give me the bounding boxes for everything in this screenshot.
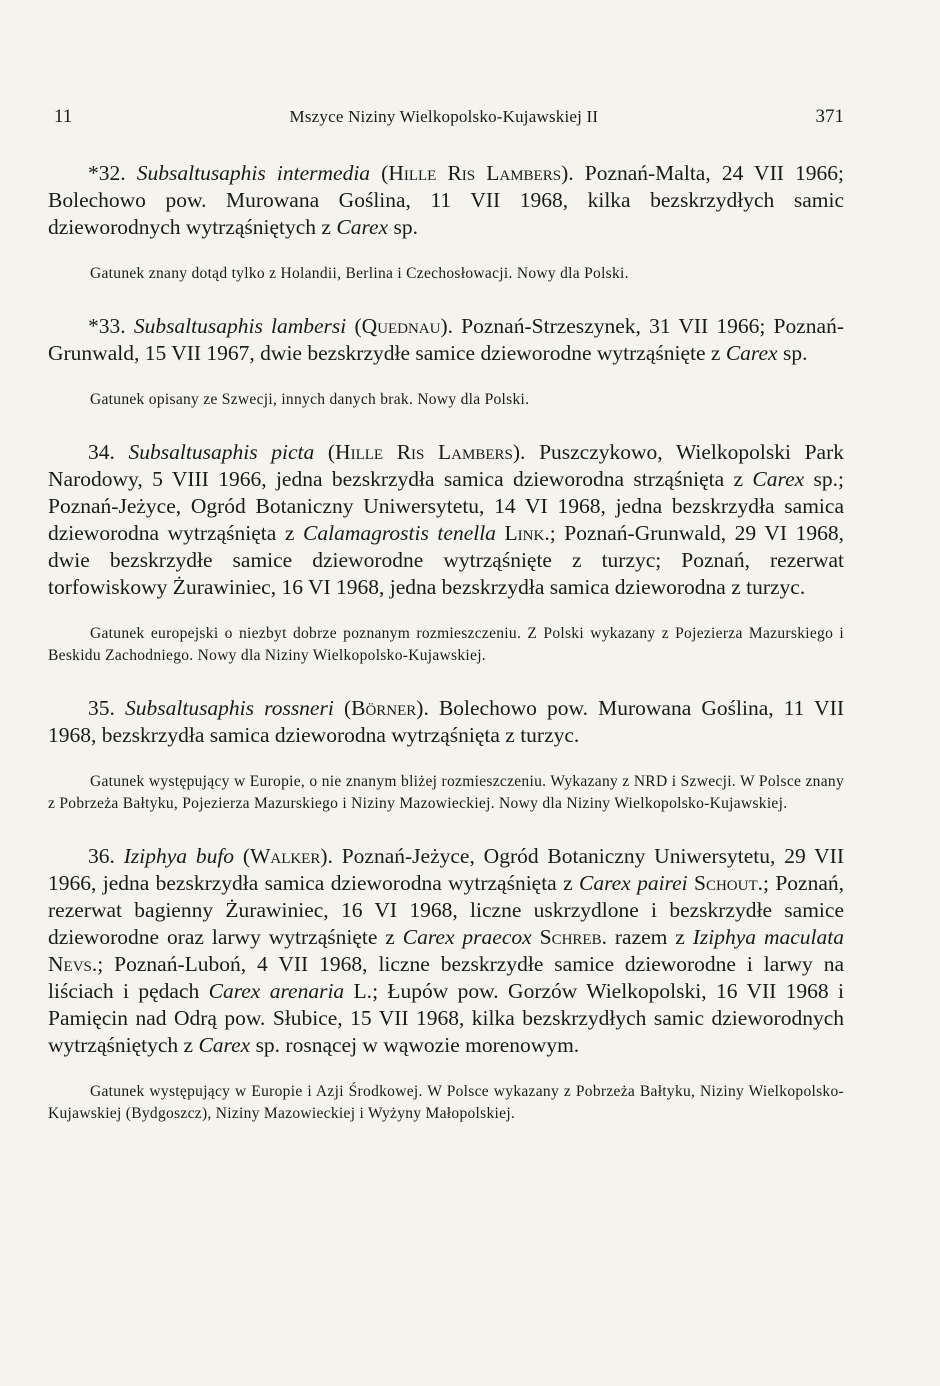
species-name: Iziphya bufo [123,844,235,868]
host-plant: Carex pairei [578,871,688,895]
host-plant: Calamagrostis tenella [303,521,496,545]
plant-author: L. [353,979,373,1003]
plant-author: Schout. [694,871,763,895]
host-plant: Carex [198,1033,251,1057]
page-header [48,106,844,128]
species-name: Subsaltusaphis picta [128,440,315,464]
species-name: Subsaltusaphis intermedia [136,161,371,185]
species-author: Hille Ris Lambers [335,440,513,464]
species-author: Hille Ris Lambers [388,161,562,185]
species-name: Subsaltusaphis rossneri [125,696,334,720]
species-entry-32: *32. Subsaltusaphis intermedia (Hille Ris Lambers). Poznań-Malta, 24 VII 1966; Bolechowo pow. Murowana Goślina, 11 VII 1968, kilka bezskrzydłych samic dzieworodnych wytrząśniętych z Carex sp. [48,161,844,239]
species-author: Quednau [361,314,441,338]
species-note-35: Gatunek występujący w Europie, o nie znanym bliżej rozmieszczeniu. Wykazany z NRD i Szwecji. W Polsce znany z Pobrzeża Bałtyku, Pojezierza Mazurskiego i Niziny Mazowieckiej. Nowy dla Niziny Wielkopolsko-Kujawskiej. [48,773,844,812]
species-author: Nevs. [48,952,98,976]
species-note-34: Gatunek europejski o niezbyt dobrze poznanym rozmieszczeniu. Z Polski wykazany z Pojezierza Mazurskiego i Beskidu Zachodniego. Nowy dla Niziny Wielkopolsko-Kujawskiej. [48,625,844,664]
species-entry-35: 35. Subsaltusaphis rossneri (Börner). Bolechowo pow. Murowana Goślina, 11 VII 1968, bezskrzydła samica dzieworodna wytrząśnięta z turzyc. [48,696,844,747]
plant-author: Schreb. [539,925,607,949]
host-plant: Carex arenaria [208,979,345,1003]
species-entry-36: 36. Iziphya bufo (Walker). Poznań-Jeżyce, Ogród Botaniczny Uniwersytetu, 29 VII 1966, jedna bezskrzydła samica dzieworodna wytrząśnięta z Carex pairei Schout.; Poznań, rezerwat bagienny Żurawiniec, 16 VI 1968, liczne uskrzydlone i bezskrzydłe samice dzieworodne oraz larwy wytrząśnięte z Carex praecox Schreb. razem z Iziphya maculata Nevs.; Poznań-Luboń, 4 VII 1968, liczne bezskrzydłe samice dzieworodne i larwy na liściach i pędach Carex arenaria L.; Łupów pow. Gorzów Wielkopolski, 16 VII 1968 i Pamięcin nad Odrą pow. Słubice, 15 VII 1968, kilka bezskrzydłych samic dzieworodnych wytrząśniętych z Carex sp. rosnącej w wąwozie morenowym. [48,844,845,1057]
species-author: Walker [250,844,321,868]
host-plant: Carex [752,467,805,491]
species-note-32: Gatunek znany dotąd tylko z Holandii, Berlina i Czechosłowacji. Nowy dla Polski. [90,265,629,282]
host-plant: Carex praecox [402,925,532,949]
page-number: 371 [815,106,844,127]
species-name: Subsaltusaphis lambersi [133,314,347,338]
species-note-33: Gatunek opisany ze Szwecji, innych danych brak. Nowy dla Polski. [90,391,530,408]
species-name: Iziphya maculata [692,925,844,949]
species-author: Börner [351,696,417,720]
species-entry-33: *33. Subsaltusaphis lambersi (Quednau). Poznań-Strzeszynek, 31 VII 1966; Poznań-Grunwald, 15 VII 1967, dwie bezskrzydłe samice dzieworodne wytrząśnięte z Carex sp. [48,314,844,365]
host-plant: Carex [336,215,389,239]
running-title: Mszyce Niziny Wielkopolsko-Kujawskiej II [289,107,599,126]
left-page-number: 11 [54,106,73,127]
species-entry-34: 34. Subsaltusaphis picta (Hille Ris Lambers). Puszczykowo, Wielkopolski Park Narodowy, 5 VIII 1966, jedna bezskrzydła samica dzieworodna strząśnięta z Carex sp.; Poznań-Jeżyce, Ogród Botaniczny Uniwersytetu, 14 VI 1968, jedna bezskrzydła samica dzieworodna wytrząśnięta z Calamagrostis tenella Link.; Poznań-Grunwald, 29 VI 1968, dwie bezskrzydłe samice dzieworodne wytrząśnięte z turzyc; Poznań, rezerwat torfowiskowy Żurawiniec, 16 VI 1968, jedna bezskrzydła samica dzieworodna z turzyc. [48,440,845,599]
species-note-36: Gatunek występujący w Europie i Azji Środkowej. W Polsce wykazany z Pobrzeża Bałtyku, Niziny Wielkopolsko-Kujawskiej (Bydgoszcz), Niziny Mazowieckiej i Wyżyny Małopolskiej. [48,1083,844,1122]
host-plant: Carex [725,341,778,365]
plant-author: Link. [504,521,550,545]
